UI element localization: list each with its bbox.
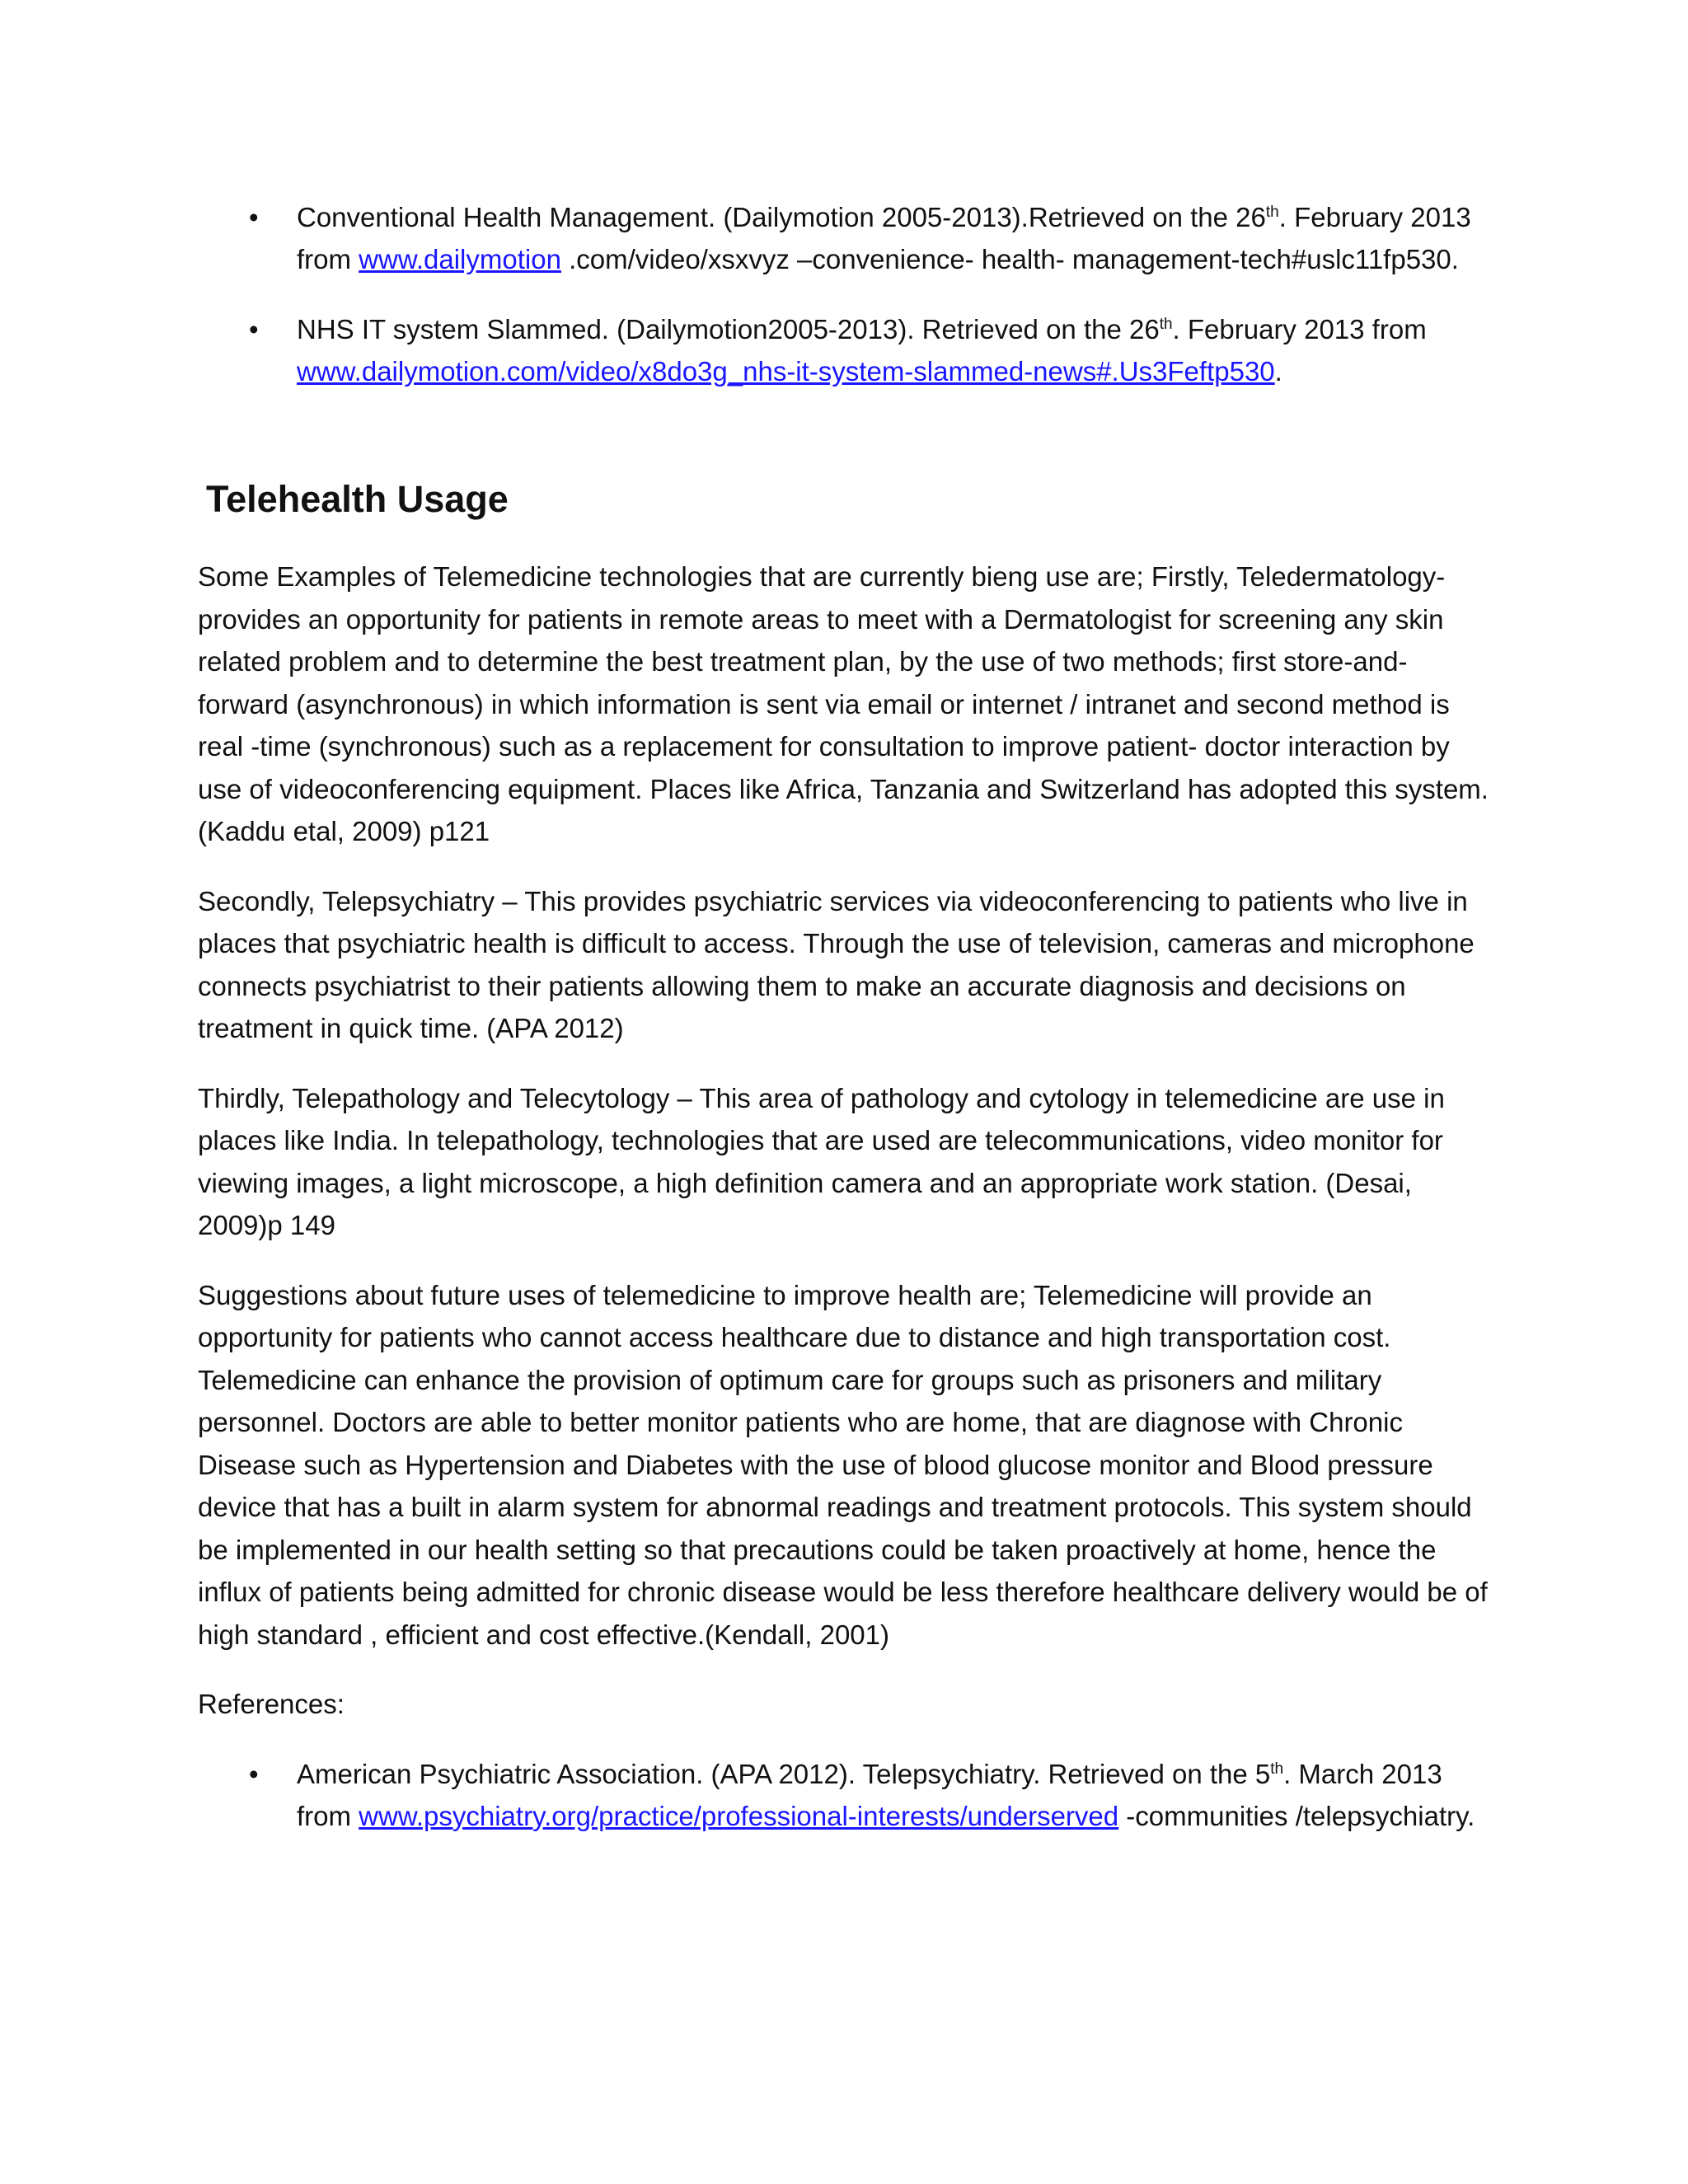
bullet-icon: •: [249, 314, 259, 344]
reference-text: NHS IT system Slammed. (Dailymotion2005-2013). Retrieved on the 26: [297, 314, 1160, 344]
top-reference-list: [249, 196, 1492, 392]
list-item: [249, 196, 1492, 280]
bullet-icon: •: [249, 1758, 259, 1789]
reference-text: American Psychiatric Association. (APA 2012). Telepsychiatry. Retrieved on the 5: [297, 1758, 1271, 1789]
reference-text: -communities /telepsychiatry.: [1118, 1800, 1475, 1831]
superscript: th: [1159, 316, 1173, 333]
list-item: [249, 1753, 1492, 1837]
section-heading: Telehealth Usage: [206, 478, 509, 520]
superscript: th: [1270, 1760, 1284, 1778]
bullet-icon: •: [249, 202, 259, 232]
reference-text: . March 2013 from: [297, 1758, 1442, 1831]
list-item: [249, 308, 1492, 392]
reference-text: Conventional Health Management. (Dailymotion 2005-2013).Retrieved on the 26: [297, 202, 1266, 232]
reference-link[interactable]: www.dailymotion: [359, 244, 561, 274]
reference-text: .com/video/xsxvyz –convenience- health- management-tech#uslc11fp530.: [560, 244, 1459, 274]
paragraph-telepsychiatry: Secondly, Telepsychiatry – This provides psychiatric services via videoconferencing to patients who live in places that psychiatric health is difficult to access. Through the use of television, cameras and microphone connects psychiatrist to their patients allowing them to make an accurate diagnosis and decisions on treatment in quick time. (APA 2012): [198, 885, 1475, 1043]
reference-text: . February 2013 from: [297, 202, 1471, 274]
reference-link[interactable]: www.dailymotion.com/video/x8do3g_nhs-it-system-slammed-news#.Us3Feftp530: [297, 356, 1275, 387]
superscript: th: [1265, 204, 1279, 221]
reference-text: .: [1274, 356, 1282, 387]
reference-text: . February 2013 from: [1172, 314, 1427, 344]
document-content: [198, 196, 1492, 1865]
paragraph-telepathology: Thirdly, Telepathology and Telecytology – This area of pathology and cytology in telemedicine are use in places like India. In telepathology, technologies that are used are telecommunications, video monitor for viewing images, a light microscope, a high definition camera and an appropriate work station. (Desai, 2009)p 149: [198, 1082, 1445, 1240]
references-label: References:: [198, 1689, 345, 1719]
reference-link[interactable]: www.psychiatry.org/practice/professional-interests/underserved: [359, 1800, 1119, 1831]
references-list: [249, 1753, 1492, 1837]
paragraph-teledermatology: Some Examples of Telemedicine technologies that are currently bieng use are; Firstly, Teledermatology- provides an opportunity for patients in remote areas to meet with a Dermatologist for screening any skin related problem and to determine the best treatment plan, by the use of two methods; first store-and- forward (asynchronous) in which information is sent via email or internet / intranet and second method is real -time (synchronous) such as a replacement for consultation to improve patient- doctor interaction by use of videoconferencing equipment. Places like Africa, Tanzania and Switzerland has adopted this system. (Kaddu etal, 2009) p121: [198, 561, 1489, 846]
paragraph-future-uses: Suggestions about future uses of telemedicine to improve health are; Telemedicine will provide an opportunity for patients who cannot access healthcare due to distance and high transportation cost. Telemedicine can enhance the provision of optimum care for groups such as prisoners and military personnel. Doctors are able to better monitor patients who are home, that are diagnose with Chronic Disease such as Hypertension and Diabetes with the use of blood glucose monitor and Blood pressure device that has a built in alarm system for abnormal readings and treatment protocols. This system should be implemented in our health setting so that precautions could be taken proactively at home, hence the influx of patients being admitted for chronic disease would be less therefore healthcare delivery would be of high standard , efficient and cost effective.(Kendall, 2001): [198, 1279, 1488, 1650]
